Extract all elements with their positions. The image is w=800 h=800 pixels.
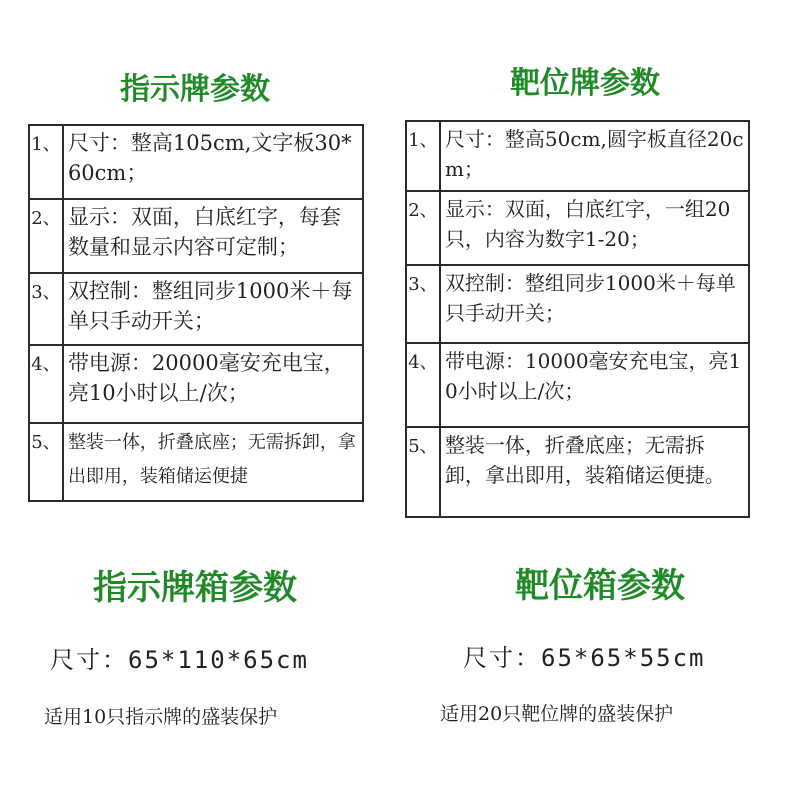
indicator-sign-params-table (28, 124, 364, 502)
row-number: 2、 (29, 199, 63, 273)
row-text: 整装一体，折叠底座；无需拆卸，拿出即用，装箱储运便捷。 (440, 427, 749, 517)
indicator-box-params-title: 指示牌箱参数 (93, 568, 297, 608)
table-row (406, 343, 749, 427)
table-row (406, 427, 749, 517)
row-number: 1、 (406, 121, 440, 191)
table-row (29, 345, 363, 423)
row-number: 1、 (29, 125, 63, 199)
indicator-box-note: 适用10只指示牌的盛装保护 (44, 706, 278, 728)
row-number: 4、 (406, 343, 440, 427)
row-text: 带电源：20000毫安充电宝，亮10小时以上/次； (63, 345, 363, 423)
row-number: 3、 (406, 265, 440, 343)
target-sign-params-title: 靶位牌参数 (510, 66, 660, 101)
table-row (29, 273, 363, 345)
table-row (406, 121, 749, 191)
target-box-note: 适用20只靶位牌的盛装保护 (440, 703, 674, 725)
target-sign-params-table (405, 120, 750, 518)
table-row (29, 423, 363, 501)
row-text: 整装一体，折叠底座；无需拆卸，拿出即用，装箱储运便捷 (63, 423, 363, 501)
indicator-sign-params-title: 指示牌参数 (120, 72, 270, 107)
row-number: 5、 (406, 427, 440, 517)
row-text: 尺寸：整高105cm,文字板30*60cm； (63, 125, 363, 199)
indicator-box-size: 尺寸：65*110*65cm (50, 646, 309, 674)
row-number: 2、 (406, 191, 440, 265)
table-row (406, 265, 749, 343)
row-text: 尺寸：整高50cm,圆字板直径20cm； (440, 121, 749, 191)
row-text: 双控制：整组同步1000米＋每单只手动开关； (440, 265, 749, 343)
target-box-params-title: 靶位箱参数 (515, 566, 685, 606)
row-text: 双控制：整组同步1000米＋每单只手动开关； (63, 273, 363, 345)
row-number: 4、 (29, 345, 63, 423)
row-number: 5、 (29, 423, 63, 501)
row-text: 显示：双面，白底红字，每套数量和显示内容可定制； (63, 199, 363, 273)
row-text: 显示：双面，白底红字，一组20只，内容为数字1-20； (440, 191, 749, 265)
table-row (406, 191, 749, 265)
table-row (29, 199, 363, 273)
row-text: 带电源：10000毫安充电宝，亮10小时以上/次； (440, 343, 749, 427)
row-number: 3、 (29, 273, 63, 345)
table-row (29, 125, 363, 199)
target-box-size: 尺寸：65*65*55cm (463, 644, 706, 672)
